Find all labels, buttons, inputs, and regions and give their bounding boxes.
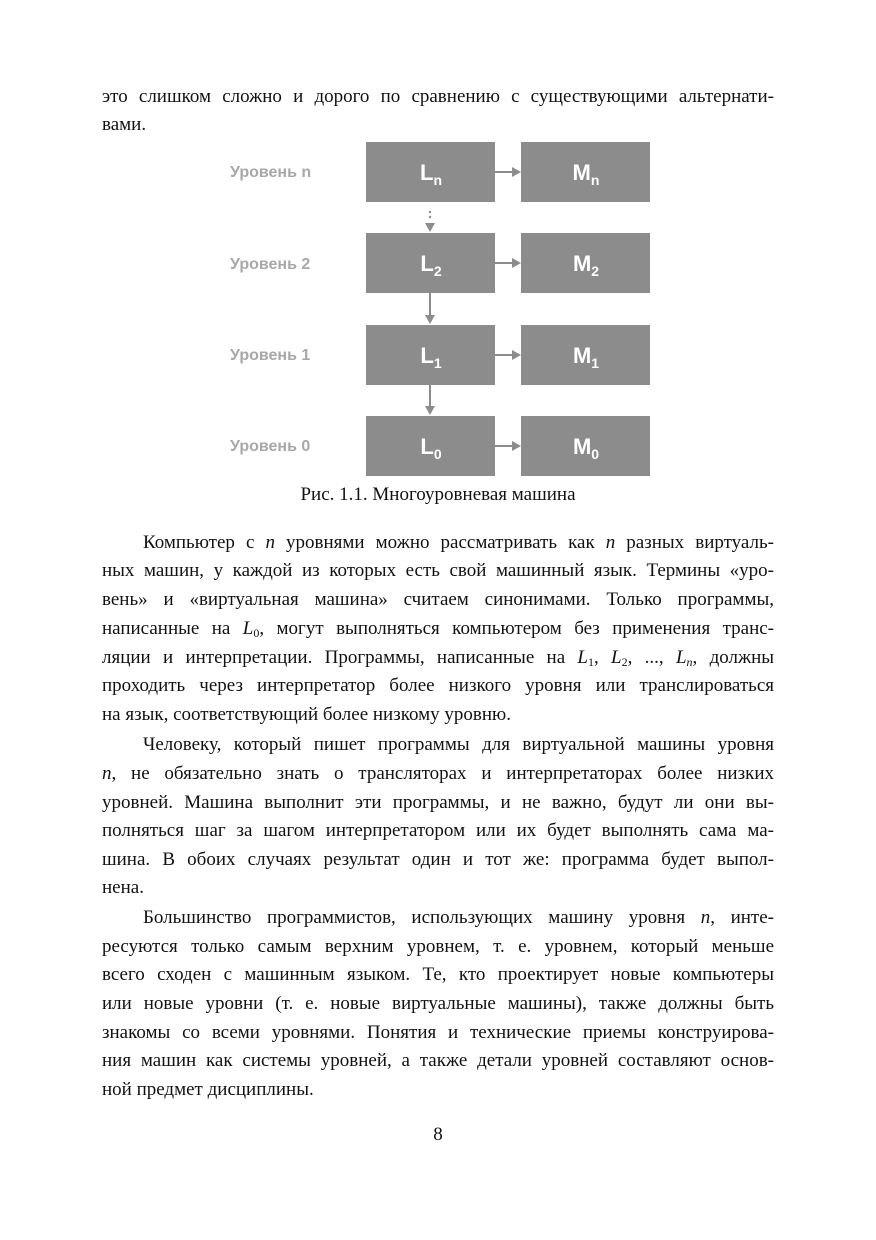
para2-line-4: полняться шаг за шагом интерпретатором или их будет выполнять сама ма- (102, 820, 774, 841)
arrow-head-right-0 (512, 441, 521, 451)
machine-box-1-text: $M_1$ (572, 343, 600, 371)
para1-line-2: ных машин, у каждой из которых есть свой машинный язык. Термины «уро- (102, 560, 774, 581)
para2-line-1: Человеку, который пишет программы для виртуальной машины уровня (143, 734, 774, 755)
para1-line-4: написанные на $L_0$, могут выполняться компьютером без применения транс- (102, 618, 775, 640)
para3-line-1: Большинство программистов, использующих машину уровня n, инте- (143, 907, 774, 928)
para2-line-3: уровней. Машина выполнит эти программы, и не важно, будут ли они вы- (102, 792, 774, 813)
page-number: 8 (433, 1124, 443, 1145)
machine-box-2-text: $M_2$ (572, 251, 600, 279)
multilevel-machine-diagram (0, 0, 876, 500)
para1-line-1: Компьютер с n уровнями можно рассматривать как n разных виртуаль- (143, 532, 774, 553)
arrow-head-down-n-2 (425, 223, 435, 232)
para3-line-6: ния машин как системы уровней, а также детали уровней составляют основ- (102, 1050, 774, 1071)
para2-line-5: шина. В обоих случаях результат один и тот же: программа будет выпол- (102, 849, 774, 870)
level-label-0: Уровень 0 (230, 438, 311, 455)
lang-box-2-text: $L_2$ (420, 251, 442, 279)
arrow-head-right-2 (512, 258, 521, 268)
para3-line-7: ной предмет дисциплины. (102, 1079, 314, 1100)
para1-line-7: на язык, соответствующий более низкому уровню. (102, 704, 511, 725)
ellipsis-dot-2 (429, 216, 431, 218)
machine-box-0-text: $M_0$ (572, 434, 600, 462)
lang-box-0-text: $L_0$ (420, 434, 442, 462)
lang-box-1-text: $L_1$ (420, 343, 442, 371)
para3-line-3: всего сходен с машинным языком. Те, кто проектирует новые компьютеры (102, 964, 774, 985)
arrow-head-right-n (512, 167, 521, 177)
figure-caption: Рис. 1.1. Многоуровневая машина (300, 484, 576, 505)
machine-box-n-text: $M_n$ (572, 160, 600, 188)
para1-line-3: вень» и «виртуальная машина» считаем синонимами. Только программы, (102, 589, 774, 610)
para1-line-5: ляции и интерпретации. Программы, написанные на $L_1$, $L_2$, ..., $L_n$, должны (102, 647, 775, 669)
level-label-2: Уровень 2 (230, 256, 311, 273)
ellipsis-dot-1 (429, 211, 431, 213)
level-label-n: Уровень n (230, 164, 312, 181)
arrow-head-down-2-1 (425, 315, 435, 324)
para2-line-2: n, не обязательно знать о трансляторах и интерпретаторах более низких (102, 763, 774, 784)
para3-line-4: или новые уровни (т. е. новые виртуальные машины), также должны быть (102, 993, 774, 1014)
para3-line-5: знакомы со всеми уровнями. Понятия и технические приемы конструирова- (102, 1022, 774, 1043)
intro-line-1: это слишком сложно и дорого по сравнению с существующими альтернати- (102, 86, 774, 107)
arrow-head-down-1-0 (425, 406, 435, 415)
para3-line-2: ресуются только самым верхним уровнем, т. е. уровнем, который меньше (102, 936, 774, 957)
level-label-1: Уровень 1 (230, 347, 311, 364)
arrow-head-right-1 (512, 350, 521, 360)
para2-line-6: нена. (102, 877, 144, 898)
intro-line-2: вами. (102, 114, 147, 135)
para1-line-6: проходить через интерпретатор более низкого уровня или транслироваться (102, 675, 774, 696)
lang-box-n-text: $L_n$ (419, 160, 443, 188)
